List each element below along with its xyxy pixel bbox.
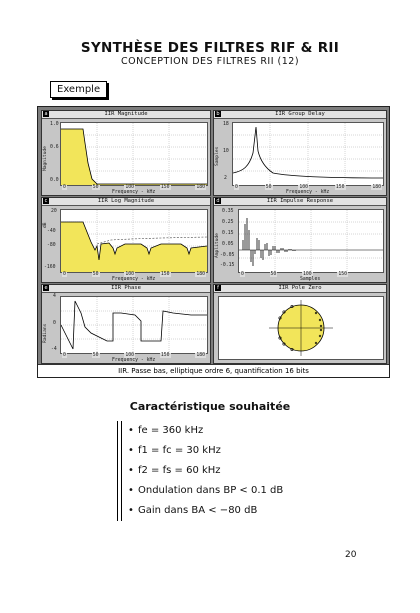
impulse-plot bbox=[238, 209, 384, 273]
magnitude-xlabel: Frequency - kHz bbox=[112, 190, 156, 195]
impulse-ytick: 0.25 bbox=[222, 220, 234, 225]
phase-ylabel: Radians bbox=[43, 323, 48, 343]
log-magnitude-ytick: -80 bbox=[47, 243, 56, 248]
impulse-xtick: 150 bbox=[338, 272, 347, 277]
panel-magnitude bbox=[41, 110, 211, 196]
log-magnitude-xlabel: Frequency - kHz bbox=[112, 277, 156, 282]
magnitude-ylabel: Magnitude bbox=[43, 146, 48, 171]
spec-text: Ondulation dans BP < 0.1 dB bbox=[138, 485, 284, 496]
spec-text: Gain dans BA < −80 dB bbox=[138, 505, 258, 516]
section-title: Caractéristique souhaitée bbox=[129, 400, 291, 413]
panel-title: IIR Magnitude bbox=[42, 111, 210, 119]
phase-xtick: 180 bbox=[196, 353, 205, 358]
panel-log-magnitude bbox=[41, 197, 211, 283]
log-magnitude-ytick: -40 bbox=[47, 229, 56, 234]
spec-text: f1 = fc = 30 kHz bbox=[138, 445, 221, 456]
panel-title: IIR Log Magnitude bbox=[42, 198, 210, 206]
impulse-xtick: 50 bbox=[270, 272, 277, 277]
panel-title: IIR Impulse Response bbox=[214, 198, 386, 206]
phase-xtick: 0 bbox=[63, 353, 66, 358]
magnitude-ytick: 0.6 bbox=[50, 145, 59, 150]
log-magnitude-xtick: 150 bbox=[160, 272, 170, 277]
group-delay-xtick: 50 bbox=[265, 185, 272, 190]
list-item bbox=[128, 461, 283, 481]
pole-zero-plot bbox=[218, 296, 384, 360]
phase-xtick: 50 bbox=[92, 353, 99, 358]
phase-xlabel: Frequency - kHz bbox=[112, 358, 156, 363]
example-label: Exemple bbox=[50, 81, 107, 98]
impulse-xticks bbox=[240, 272, 348, 277]
panel-phase bbox=[41, 284, 211, 364]
impulse-ytick: 0.05 bbox=[222, 242, 234, 247]
impulse-stems bbox=[243, 218, 295, 266]
panel-number: e bbox=[44, 285, 48, 291]
page-title: SYNTHÈSE DES FILTRES RIF & RII bbox=[80, 40, 340, 56]
spec-text: fe = 360 kHz bbox=[138, 425, 204, 436]
phase-ytick: 4 bbox=[53, 294, 56, 299]
panel-title: IIR Group Delay bbox=[214, 111, 386, 119]
panel-impulse-response bbox=[213, 197, 387, 283]
log-magnitude-xtick: 180 bbox=[196, 272, 205, 277]
log-magnitude-xtick: 0 bbox=[63, 272, 66, 277]
filter-figure bbox=[37, 106, 390, 378]
magnitude-xtick: 100 bbox=[125, 185, 134, 190]
group-delay-xlabel: Frequency - kHz bbox=[286, 190, 330, 195]
phase-plot bbox=[60, 296, 208, 354]
phase-xtick: 150 bbox=[160, 353, 170, 358]
group-delay-curve bbox=[233, 127, 383, 178]
panel-number: c bbox=[44, 198, 48, 204]
bullet-icon: • bbox=[128, 485, 134, 496]
panel-number: b bbox=[216, 111, 220, 117]
impulse-xlabel: Samples bbox=[300, 277, 321, 282]
impulse-ytick: -0.15 bbox=[220, 263, 235, 268]
phase-xtick: 100 bbox=[125, 353, 134, 358]
log-magnitude-xtick: 100 bbox=[125, 272, 134, 277]
page-subtitle: CONCEPTION DES FILTRES RII (12) bbox=[120, 56, 300, 67]
group-delay-ytick: 10 bbox=[223, 149, 229, 154]
magnitude-xtick: 150 bbox=[160, 185, 170, 190]
panel-number: f bbox=[215, 285, 221, 291]
magnitude-ytick: 0.0 bbox=[50, 178, 59, 183]
panel-number: a bbox=[44, 111, 48, 117]
magnitude-xtick: 180 bbox=[196, 185, 205, 190]
list-item bbox=[128, 501, 283, 521]
list-bar bbox=[117, 421, 122, 521]
group-delay-xtick: 150 bbox=[335, 185, 345, 190]
panel-pole-zero bbox=[213, 284, 387, 364]
list-item bbox=[128, 481, 283, 501]
log-magnitude-ytick: -160 bbox=[44, 265, 56, 270]
magnitude-ytick: 1.0 bbox=[50, 122, 59, 127]
spec-text: f2 = fs = 60 kHz bbox=[138, 465, 221, 476]
magnitude-fill bbox=[61, 129, 207, 185]
group-delay-ylabel: Samples bbox=[215, 146, 220, 166]
log-magnitude-ytick: 20 bbox=[51, 209, 57, 214]
group-delay-plot bbox=[232, 122, 384, 186]
figure-caption: IIR. Passe bas, elliptique ordre 6, quantification 16 bits bbox=[118, 367, 309, 375]
panel-title: IIR Phase bbox=[42, 285, 210, 293]
impulse-ytick: 0.35 bbox=[222, 209, 234, 214]
bullet-icon: • bbox=[128, 425, 134, 436]
list-item bbox=[128, 441, 283, 461]
panel-title: IIR Pole Zero bbox=[214, 285, 386, 293]
phase-ytick: -4 bbox=[51, 347, 57, 352]
log-magnitude-xtick: 50 bbox=[92, 272, 99, 277]
magnitude-plot bbox=[60, 122, 208, 186]
log-magnitude-ylabel: dB bbox=[43, 222, 48, 228]
panel-group-delay bbox=[213, 110, 387, 196]
magnitude-xtick: 50 bbox=[92, 185, 99, 190]
group-delay-xtick: 100 bbox=[299, 185, 308, 190]
page-number: 20 bbox=[345, 550, 357, 560]
log-magnitude-plot bbox=[60, 209, 208, 273]
bullet-icon: • bbox=[128, 445, 134, 456]
panel-number: d bbox=[216, 198, 220, 204]
bullet-icon: • bbox=[128, 505, 134, 516]
group-delay-ytick: 2 bbox=[224, 176, 227, 181]
impulse-xtick: 100 bbox=[302, 272, 312, 277]
impulse-xtick: 0 bbox=[241, 272, 244, 277]
impulse-ytick: -0.05 bbox=[220, 253, 235, 258]
phase-ytick: 0 bbox=[53, 321, 56, 326]
group-delay-xtick: 0 bbox=[235, 185, 238, 190]
list-item bbox=[128, 421, 283, 441]
bullet-icon: • bbox=[128, 465, 134, 476]
impulse-ylabel: Amplitude bbox=[215, 233, 220, 258]
impulse-ytick: 0.15 bbox=[222, 231, 234, 236]
log-magnitude-ref-curve bbox=[97, 237, 207, 244]
group-delay-xtick: 180 bbox=[372, 185, 381, 190]
spec-list bbox=[128, 421, 283, 521]
magnitude-xtick: 0 bbox=[63, 185, 66, 190]
group-delay-ytick: 18 bbox=[223, 122, 229, 127]
